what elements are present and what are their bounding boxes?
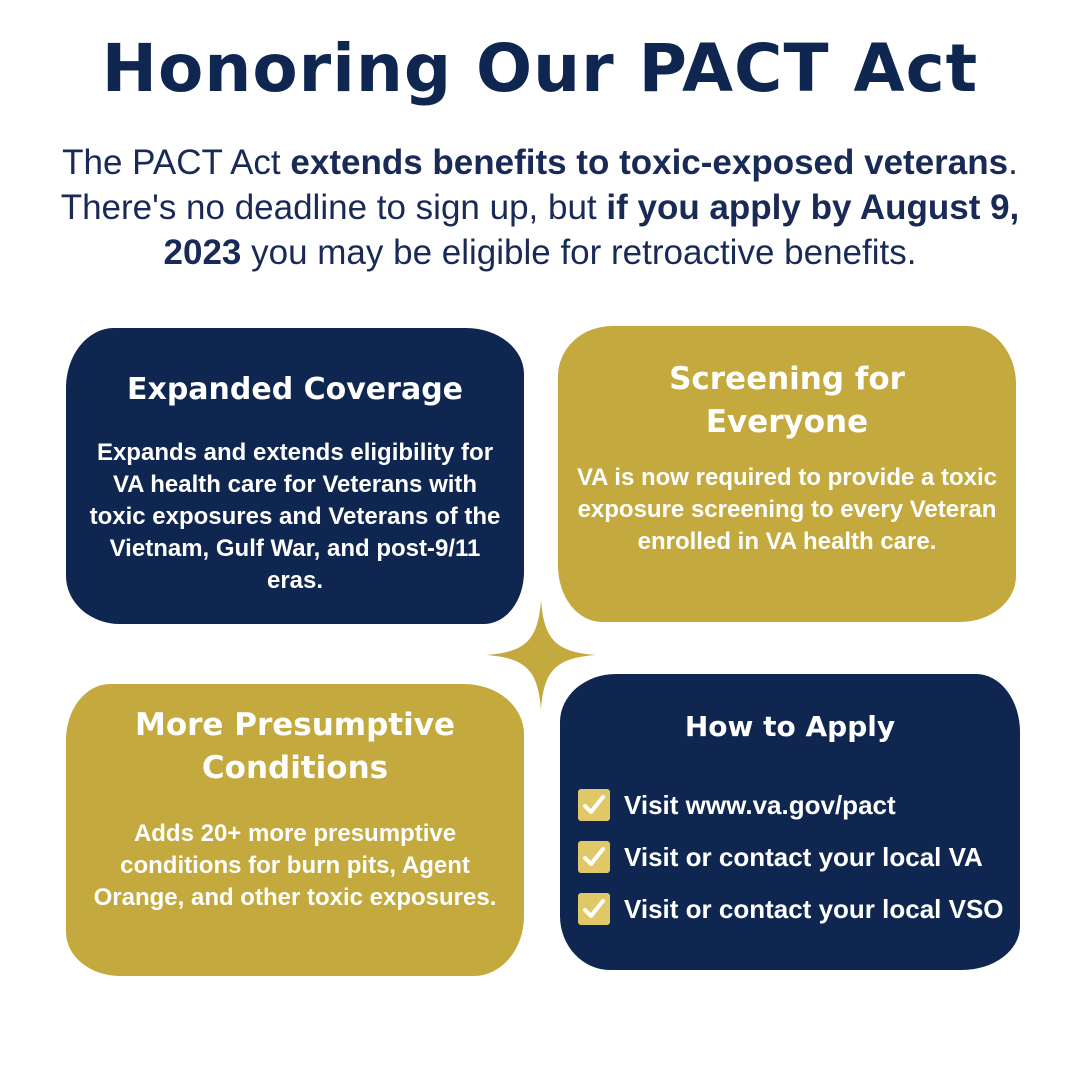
expanded-coverage-title: Expanded Coverage <box>126 372 464 407</box>
apply-step-text: Visit www.va.gov/pact <box>624 790 896 820</box>
list-item <box>578 831 1020 883</box>
presumptive-conditions-card <box>66 684 524 976</box>
list-item <box>578 779 1020 831</box>
how-to-apply-card <box>560 674 1020 970</box>
presumptive-conditions-text: Adds 20+ more presumptive conditions for burn pits, Agent Orange, and other toxic exposures. <box>93 820 497 911</box>
apply-checklist <box>578 779 1020 935</box>
page-title: Honoring Our PACT Act <box>101 30 979 107</box>
screening-text: VA is now required to provide a toxic exposure screening to every Veteran enrolled in VA health care. <box>576 464 998 555</box>
intro-text-3: you may be eligible for retroactive benefits. <box>241 233 917 272</box>
checkbox-icon <box>578 893 610 925</box>
intro-text-2: . There's no deadline to sign up, but <box>60 143 1018 227</box>
apply-step-text: Visit or contact your local VSO <box>624 894 1004 924</box>
screening-card <box>558 326 1016 622</box>
apply-step-text: Visit or contact your local VA <box>624 842 983 872</box>
checkbox-icon <box>578 841 610 873</box>
presumptive-conditions-title: More Presumptive Conditions <box>135 707 455 786</box>
checkbox-icon <box>578 789 610 821</box>
how-to-apply-title: How to Apply <box>684 710 896 743</box>
list-item <box>578 883 1020 935</box>
screening-title: Screening for Everyone <box>669 361 905 440</box>
intro-bold-1: extends benefits to toxic-exposed veterans <box>290 143 1009 182</box>
intro-paragraph <box>60 140 1020 275</box>
expanded-coverage-card <box>66 328 524 624</box>
intro-bold-2: if you apply by August 9, 2023 <box>163 188 1020 272</box>
expanded-coverage-text: Expands and extends eligibility for VA health care for Veterans with toxic exposures and Veterans of the Vietnam, Gulf War, and post-9/11 eras. <box>89 439 501 594</box>
intro-text-1: The PACT Act <box>62 143 291 182</box>
